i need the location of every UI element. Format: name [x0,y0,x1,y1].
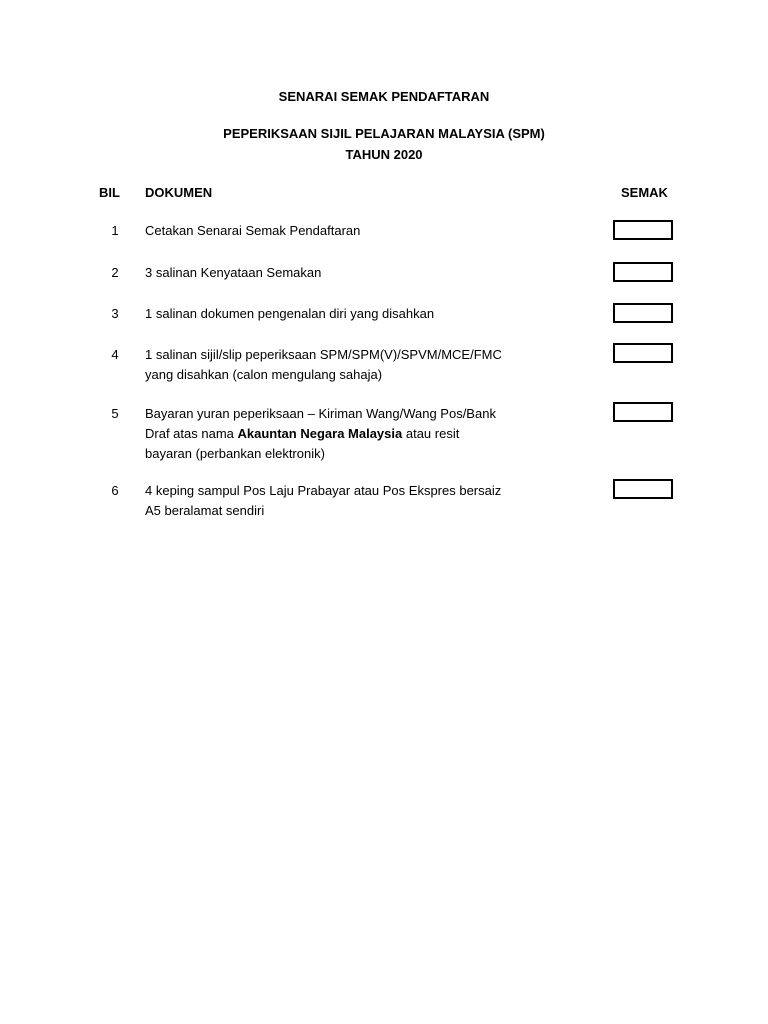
semak-checkbox[interactable] [613,262,673,282]
row-description-line: 3 salinan Kenyataan Semakan [145,265,322,280]
row-description [145,304,545,324]
row-description-line [145,424,545,444]
row-description [145,221,545,241]
document-title: SENARAI SEMAK PENDAFTARAN [278,89,490,104]
row-number: 2 [111,265,119,280]
row-description [145,404,545,464]
row-description [145,263,545,283]
semak-checkbox[interactable] [613,343,673,363]
row-number: 3 [111,306,119,321]
payee-name: Akauntan Negara Malaysia [237,426,403,441]
column-header-dokumen: DOKUMEN [145,185,213,200]
row-description [145,345,545,385]
column-header-semak: SEMAK [621,185,668,200]
row-number: 4 [111,347,119,362]
row-number: 1 [111,223,119,238]
semak-checkbox[interactable] [613,402,673,422]
row-description-line: Cetakan Senarai Semak Pendaftaran [145,223,361,238]
row-description-line: Bayaran yuran peperiksaan – Kiriman Wang/Wang Pos/Bank [145,406,496,421]
row-description-text: Draf atas nama [145,426,238,441]
exam-title: PEPERIKSAAN SIJIL PELAJARAN MALAYSIA (SPM) [223,126,545,141]
row-description-text: atau resit [402,426,460,441]
row-description-line: bayaran (perbankan elektronik) [145,446,325,461]
row-number: 6 [111,483,119,498]
row-description-line: 4 keping sampul Pos Laju Prabayar atau Pos Ekspres bersaiz [145,483,502,498]
year-title: TAHUN 2020 [345,147,423,162]
row-description-line: 1 salinan dokumen pengenalan diri yang disahkan [145,306,435,321]
column-header-bil: BIL [99,185,120,200]
semak-checkbox[interactable] [613,220,673,240]
row-description [145,481,545,521]
row-number: 5 [111,406,119,421]
row-description-line: 1 salinan sijil/slip peperiksaan SPM/SPM(V)/SPVM/MCE/FMC [145,347,502,362]
row-description-line: A5 beralamat sendiri [145,503,265,518]
semak-checkbox[interactable] [613,303,673,323]
row-description-line: yang disahkan (calon mengulang sahaja) [145,367,383,382]
semak-checkbox[interactable] [613,479,673,499]
